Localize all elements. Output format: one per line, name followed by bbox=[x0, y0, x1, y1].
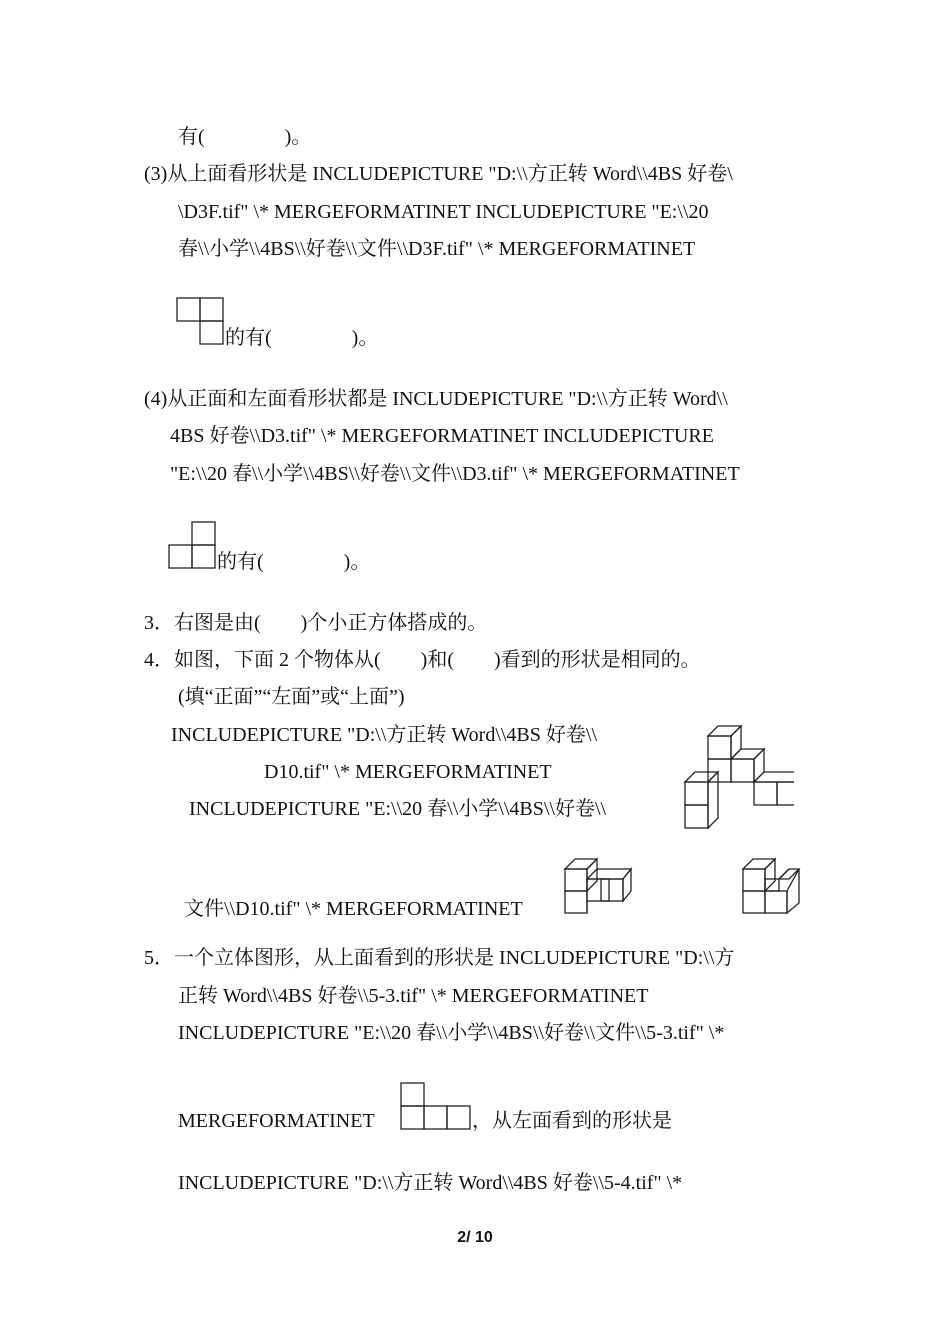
object-b-figure bbox=[741, 855, 805, 919]
text-line: 的有( )。 bbox=[217, 551, 371, 573]
object-a-figure bbox=[563, 855, 637, 919]
question-3-4: (4)从正面和左面看形状都是 INCLUDEPICTURE "D:\\方正转 Word\\ bbox=[144, 388, 728, 410]
text-line: INCLUDEPICTURE "D:\\方正转 Word\\4BS 好卷\\5-4.tif" \* bbox=[178, 1172, 683, 1194]
text-line: 文件\\D10.tif" \* MERGEFORMATINET bbox=[184, 898, 523, 920]
text-line: \D3F.tif" \* MERGEFORMATINET INCLUDEPICTURE "E:\\20 bbox=[178, 201, 709, 223]
front-left-view-figure-d3 bbox=[168, 521, 218, 571]
page-number: 2/ 10 bbox=[457, 1229, 493, 1246]
text-line: INCLUDEPICTURE "E:\\20 春\\小学\\4BS\\好卷\\ bbox=[189, 798, 607, 820]
cube-stack-figure bbox=[682, 720, 794, 832]
text-line: MERGEFORMATINET bbox=[178, 1110, 375, 1132]
text-line: 4BS 好卷\\D3.tif" \* MERGEFORMATINET INCLUDEPICTURE bbox=[170, 425, 714, 447]
text-line: INCLUDEPICTURE "E:\\20 春\\小学\\4BS\\好卷\\文件\\5-3.tif" \* bbox=[178, 1022, 725, 1044]
top-view-figure-d3f bbox=[176, 297, 226, 347]
question-5: 5．一个立体图形，从上面看到的形状是 INCLUDEPICTURE "D:\\方 bbox=[144, 947, 735, 969]
text-line: INCLUDEPICTURE "D:\\方正转 Word\\4BS 好卷\\ bbox=[171, 724, 598, 746]
top-view-figure-5-3 bbox=[399, 1081, 473, 1131]
text-line: D10.tif" \* MERGEFORMATINET bbox=[264, 761, 552, 783]
text-line: ，从左面看到的形状是 bbox=[472, 1110, 672, 1132]
text-line: (填“正面”“左面”或“上面”) bbox=[178, 686, 405, 708]
question-4: 4．如图，下面 2 个物体从( )和( )看到的形状是相同的。 bbox=[144, 649, 701, 671]
text-line: 的有( )。 bbox=[225, 327, 379, 349]
text-line: 春\\小学\\4BS\\好卷\\文件\\D3F.tif" \* MERGEFORMATINET bbox=[178, 238, 696, 260]
question-3: 3．右图是由( )个小正方体搭成的。 bbox=[144, 612, 488, 634]
text-line: 正转 Word\\4BS 好卷\\5-3.tif" \* MERGEFORMATINET bbox=[178, 985, 649, 1007]
question-3-3: (3)从上面看形状是 INCLUDEPICTURE "D:\\方正转 Word\\4BS 好卷\ bbox=[144, 163, 733, 185]
text-line: "E:\\20 春\\小学\\4BS\\好卷\\文件\\D3.tif" \* MERGEFORMATINET bbox=[170, 463, 740, 485]
text-line: 有( )。 bbox=[178, 126, 312, 148]
